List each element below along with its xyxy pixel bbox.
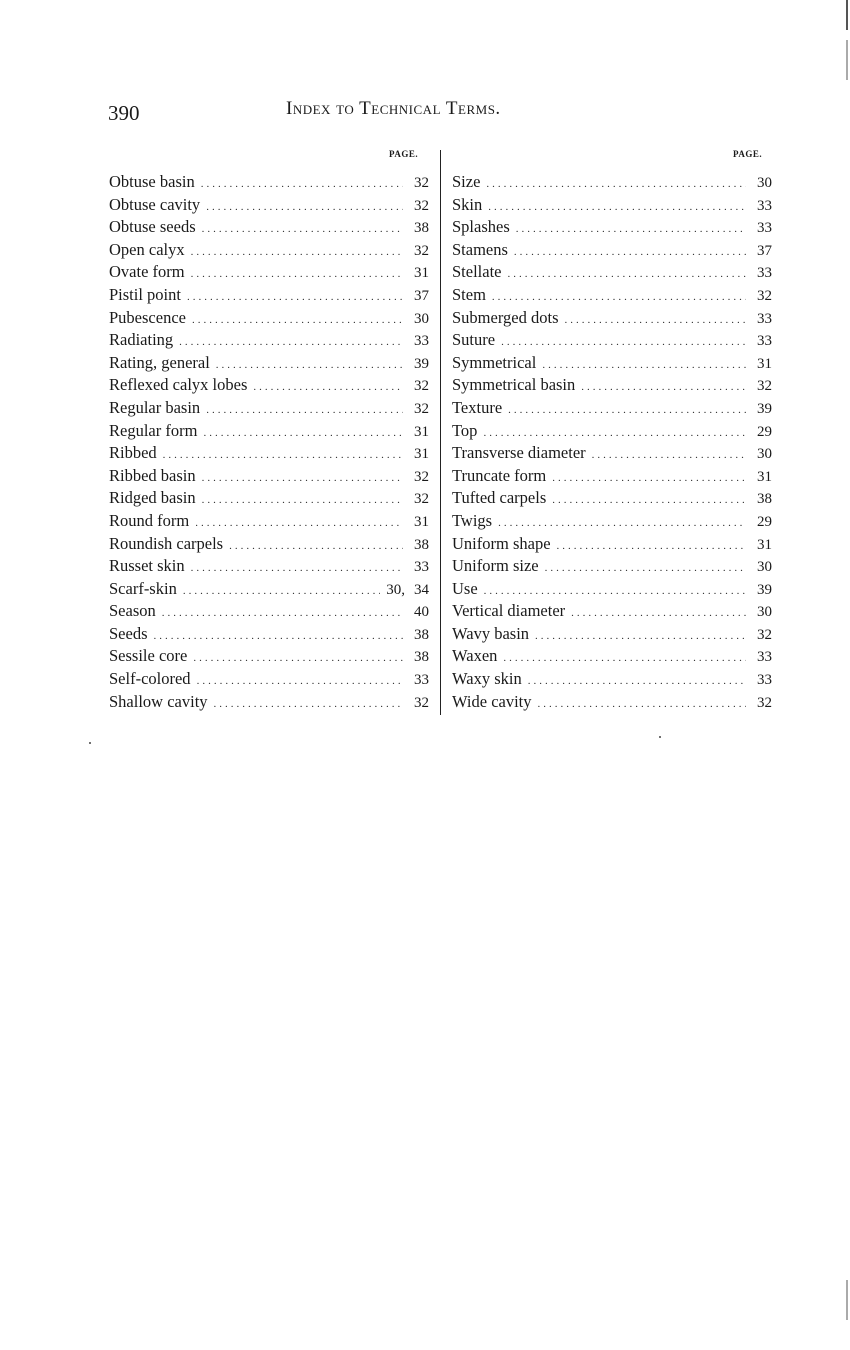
index-term: Submerged dots	[452, 307, 559, 327]
index-entry	[452, 171, 772, 194]
dot-leader	[538, 693, 746, 716]
right-index-column	[452, 171, 772, 713]
index-entry	[109, 465, 429, 488]
index-entry	[109, 600, 429, 623]
scan-speck	[89, 742, 91, 744]
dot-leader	[552, 467, 746, 490]
index-term: Waxy skin	[452, 669, 522, 689]
dot-leader	[483, 422, 746, 445]
index-term: Ridged basin	[109, 488, 196, 508]
dot-leader	[565, 309, 747, 332]
index-entry	[452, 555, 772, 578]
dot-leader	[187, 286, 403, 309]
index-page-number: 30	[414, 310, 429, 327]
dot-leader	[492, 286, 746, 309]
index-page-extra: 30,	[386, 581, 405, 598]
dot-leader	[503, 647, 746, 670]
index-entry	[452, 194, 772, 217]
index-page-number: 33	[757, 197, 772, 214]
index-page-number: 32	[757, 626, 772, 643]
index-term: Shallow cavity	[109, 691, 208, 711]
index-page-number: 37	[414, 287, 429, 304]
index-term: Radiating	[109, 330, 174, 350]
running-head: Index to Technical Terms.	[286, 98, 501, 119]
index-page-number: 32	[757, 694, 772, 711]
index-entry	[109, 329, 429, 352]
dot-leader	[191, 241, 403, 264]
index-entry	[452, 578, 772, 601]
index-term: Scarf-skin	[109, 578, 177, 598]
index-entry	[452, 420, 772, 443]
index-term: Regular form	[109, 420, 198, 440]
scan-edge-mark	[846, 0, 848, 30]
index-entry	[452, 352, 772, 375]
dot-leader	[557, 535, 746, 558]
index-term: Round form	[109, 510, 190, 530]
index-entry	[452, 645, 772, 668]
index-term: Stem	[452, 284, 486, 304]
scan-speck	[659, 736, 661, 738]
index-entry	[109, 261, 429, 284]
index-entry	[452, 623, 772, 646]
index-term: Texture	[452, 397, 503, 417]
index-entry	[109, 555, 429, 578]
dot-leader	[498, 512, 746, 535]
index-term: Seeds	[109, 623, 148, 643]
index-entry	[109, 239, 429, 262]
index-page-number: 30	[757, 175, 772, 191]
dot-leader	[154, 625, 404, 648]
index-entry	[452, 533, 772, 556]
dot-leader	[253, 376, 403, 399]
dot-leader	[202, 489, 403, 512]
dot-leader	[508, 399, 746, 422]
index-entry	[452, 239, 772, 262]
index-entry	[109, 442, 429, 465]
left-column-page-header: PAGE.	[389, 149, 419, 159]
index-entry	[109, 578, 429, 601]
index-entry	[452, 487, 772, 510]
index-entry	[452, 216, 772, 239]
index-entry	[109, 645, 429, 668]
index-term: Pubescence	[109, 307, 186, 327]
dot-leader	[202, 467, 403, 490]
index-entry	[452, 307, 772, 330]
index-term: Open calyx	[109, 239, 185, 259]
index-entry	[109, 420, 429, 443]
dot-leader	[535, 625, 746, 648]
index-term: Truncate form	[452, 465, 547, 485]
index-page-number: 38	[414, 220, 429, 237]
dot-leader	[216, 354, 403, 377]
index-page-number: 33	[757, 220, 772, 237]
index-page-number: 32	[414, 197, 429, 214]
index-entry	[109, 216, 429, 239]
index-page-number: 40	[414, 604, 429, 621]
dot-leader	[197, 670, 403, 693]
scan-edge-mark	[846, 1280, 848, 1320]
index-term: Reflexed calyx lobes	[109, 375, 248, 395]
index-term: Use	[452, 578, 478, 598]
left-index-column	[109, 171, 429, 713]
dot-leader	[206, 196, 403, 219]
index-term: Obtuse basin	[109, 172, 195, 191]
index-term: Tufted carpels	[452, 488, 547, 508]
dot-leader	[179, 331, 403, 354]
index-term: Symmetrical	[452, 352, 537, 372]
index-entry	[452, 668, 772, 691]
index-term: Self-colored	[109, 669, 191, 689]
index-entry	[452, 397, 772, 420]
index-entry	[452, 510, 772, 533]
dot-leader	[581, 376, 746, 399]
index-page-number: 29	[757, 513, 772, 530]
index-page-number: 39	[757, 400, 772, 417]
index-entry	[452, 465, 772, 488]
dot-leader	[202, 218, 403, 241]
index-page-number: 32	[757, 378, 772, 395]
dot-leader	[206, 399, 403, 422]
index-page-number: 32	[414, 400, 429, 417]
index-term: Ribbed basin	[109, 465, 196, 485]
index-term: Pistil point	[109, 284, 181, 304]
index-term: Rating, general	[109, 352, 210, 372]
index-entry	[109, 352, 429, 375]
index-term: Ribbed	[109, 443, 157, 463]
dot-leader	[571, 602, 746, 625]
right-column-page-header: PAGE.	[733, 149, 763, 159]
index-page-number: 31	[757, 536, 772, 553]
index-page-number: 31	[414, 265, 429, 282]
index-term: Uniform size	[452, 556, 539, 576]
index-page-number: 32	[414, 468, 429, 485]
index-term: Waxen	[452, 646, 498, 666]
index-page-number: 31	[757, 468, 772, 485]
index-entry	[452, 284, 772, 307]
dot-leader	[552, 489, 746, 512]
index-entry	[452, 329, 772, 352]
index-page-number: 31	[757, 355, 772, 372]
index-page-number: 31	[414, 446, 429, 463]
index-entry	[452, 691, 772, 714]
dot-leader	[501, 331, 746, 354]
index-entry	[452, 374, 772, 397]
column-divider	[440, 150, 441, 715]
dot-leader	[488, 196, 746, 219]
page-number: 390	[108, 101, 140, 125]
dot-leader	[203, 422, 403, 445]
dot-leader	[592, 444, 746, 467]
index-entry	[109, 623, 429, 646]
index-term: Symmetrical basin	[452, 375, 576, 395]
index-page-number: 39	[757, 581, 772, 598]
index-term: Regular basin	[109, 397, 201, 417]
index-entry	[109, 171, 429, 194]
index-entry	[452, 442, 772, 465]
index-term: Splashes	[452, 217, 510, 237]
index-page-number: 38	[757, 491, 772, 508]
index-term: Ovate form	[109, 262, 185, 282]
dot-leader	[484, 580, 746, 603]
dot-leader	[486, 173, 746, 196]
index-page-number: 33	[757, 649, 772, 666]
index-page-number: 29	[757, 423, 772, 440]
index-page-number: 30	[757, 446, 772, 463]
index-page-number: 38	[414, 536, 429, 553]
index-page-number: 34	[414, 581, 429, 598]
index-term: Wide cavity	[452, 691, 532, 711]
dot-leader	[514, 241, 746, 264]
index-term: Top	[452, 420, 478, 440]
index-page-number: 32	[757, 287, 772, 304]
index-entry	[109, 194, 429, 217]
index-page-number: 30	[757, 559, 772, 576]
index-entry	[109, 691, 429, 714]
index-page-number: 39	[414, 355, 429, 372]
index-entry	[109, 487, 429, 510]
dot-leader	[507, 263, 746, 286]
dot-leader	[192, 309, 403, 332]
index-entry	[109, 397, 429, 420]
index-page-number: 33	[757, 265, 772, 282]
dot-leader	[201, 173, 403, 196]
dot-leader	[191, 557, 403, 580]
index-entry	[109, 668, 429, 691]
index-term: Obtuse seeds	[109, 217, 196, 237]
index-term: Wavy basin	[452, 623, 530, 643]
index-page-number: 38	[414, 649, 429, 666]
dot-leader	[162, 602, 403, 625]
index-page-number: 33	[414, 559, 429, 576]
index-term: Sessile core	[109, 646, 188, 666]
dot-leader	[516, 218, 746, 241]
index-term: Season	[109, 601, 156, 621]
index-page-number: 32	[414, 242, 429, 259]
dot-leader	[195, 512, 403, 535]
index-entry	[452, 261, 772, 284]
index-term: Skin	[452, 194, 483, 214]
index-entry	[109, 510, 429, 533]
index-entry	[109, 307, 429, 330]
index-page-number: 32	[414, 378, 429, 395]
index-page-number: 33	[757, 333, 772, 350]
dot-leader	[214, 693, 403, 716]
index-term: Stellate	[452, 262, 502, 282]
index-term: Russet skin	[109, 556, 185, 576]
index-entry	[452, 600, 772, 623]
scan-edge-mark	[846, 40, 848, 80]
dot-leader	[542, 354, 746, 377]
index-page-number: 38	[414, 626, 429, 643]
index-term: Uniform shape	[452, 533, 551, 553]
index-term: Suture	[452, 330, 496, 350]
index-page-number: 30	[757, 604, 772, 621]
index-page-number: 33	[757, 310, 772, 327]
index-page-number: 33	[414, 333, 429, 350]
index-page-number: 32	[414, 694, 429, 711]
dot-leader	[545, 557, 746, 580]
index-page-number: 32	[414, 491, 429, 508]
index-term: Obtuse cavity	[109, 194, 201, 214]
index-page-number: 37	[757, 242, 772, 259]
index-entry	[109, 533, 429, 556]
index-term: Roundish carpels	[109, 533, 224, 553]
dot-leader	[163, 444, 403, 467]
index-entry	[109, 374, 429, 397]
index-page-number: 31	[414, 423, 429, 440]
index-page-number: 33	[414, 672, 429, 689]
index-term: Vertical diameter	[452, 601, 566, 621]
index-entry	[109, 284, 429, 307]
dot-leader	[191, 263, 403, 286]
index-term: Stamens	[452, 239, 508, 259]
dot-leader	[193, 647, 403, 670]
index-page-number: 33	[757, 672, 772, 689]
dot-leader	[528, 670, 746, 693]
dot-leader	[229, 535, 403, 558]
dot-leader	[183, 580, 380, 603]
index-term: Twigs	[452, 510, 493, 530]
index-page-number: 31	[414, 513, 429, 530]
index-term: Size	[452, 172, 481, 191]
index-page-number: 32	[414, 175, 429, 191]
index-term: Transverse diameter	[452, 443, 586, 463]
